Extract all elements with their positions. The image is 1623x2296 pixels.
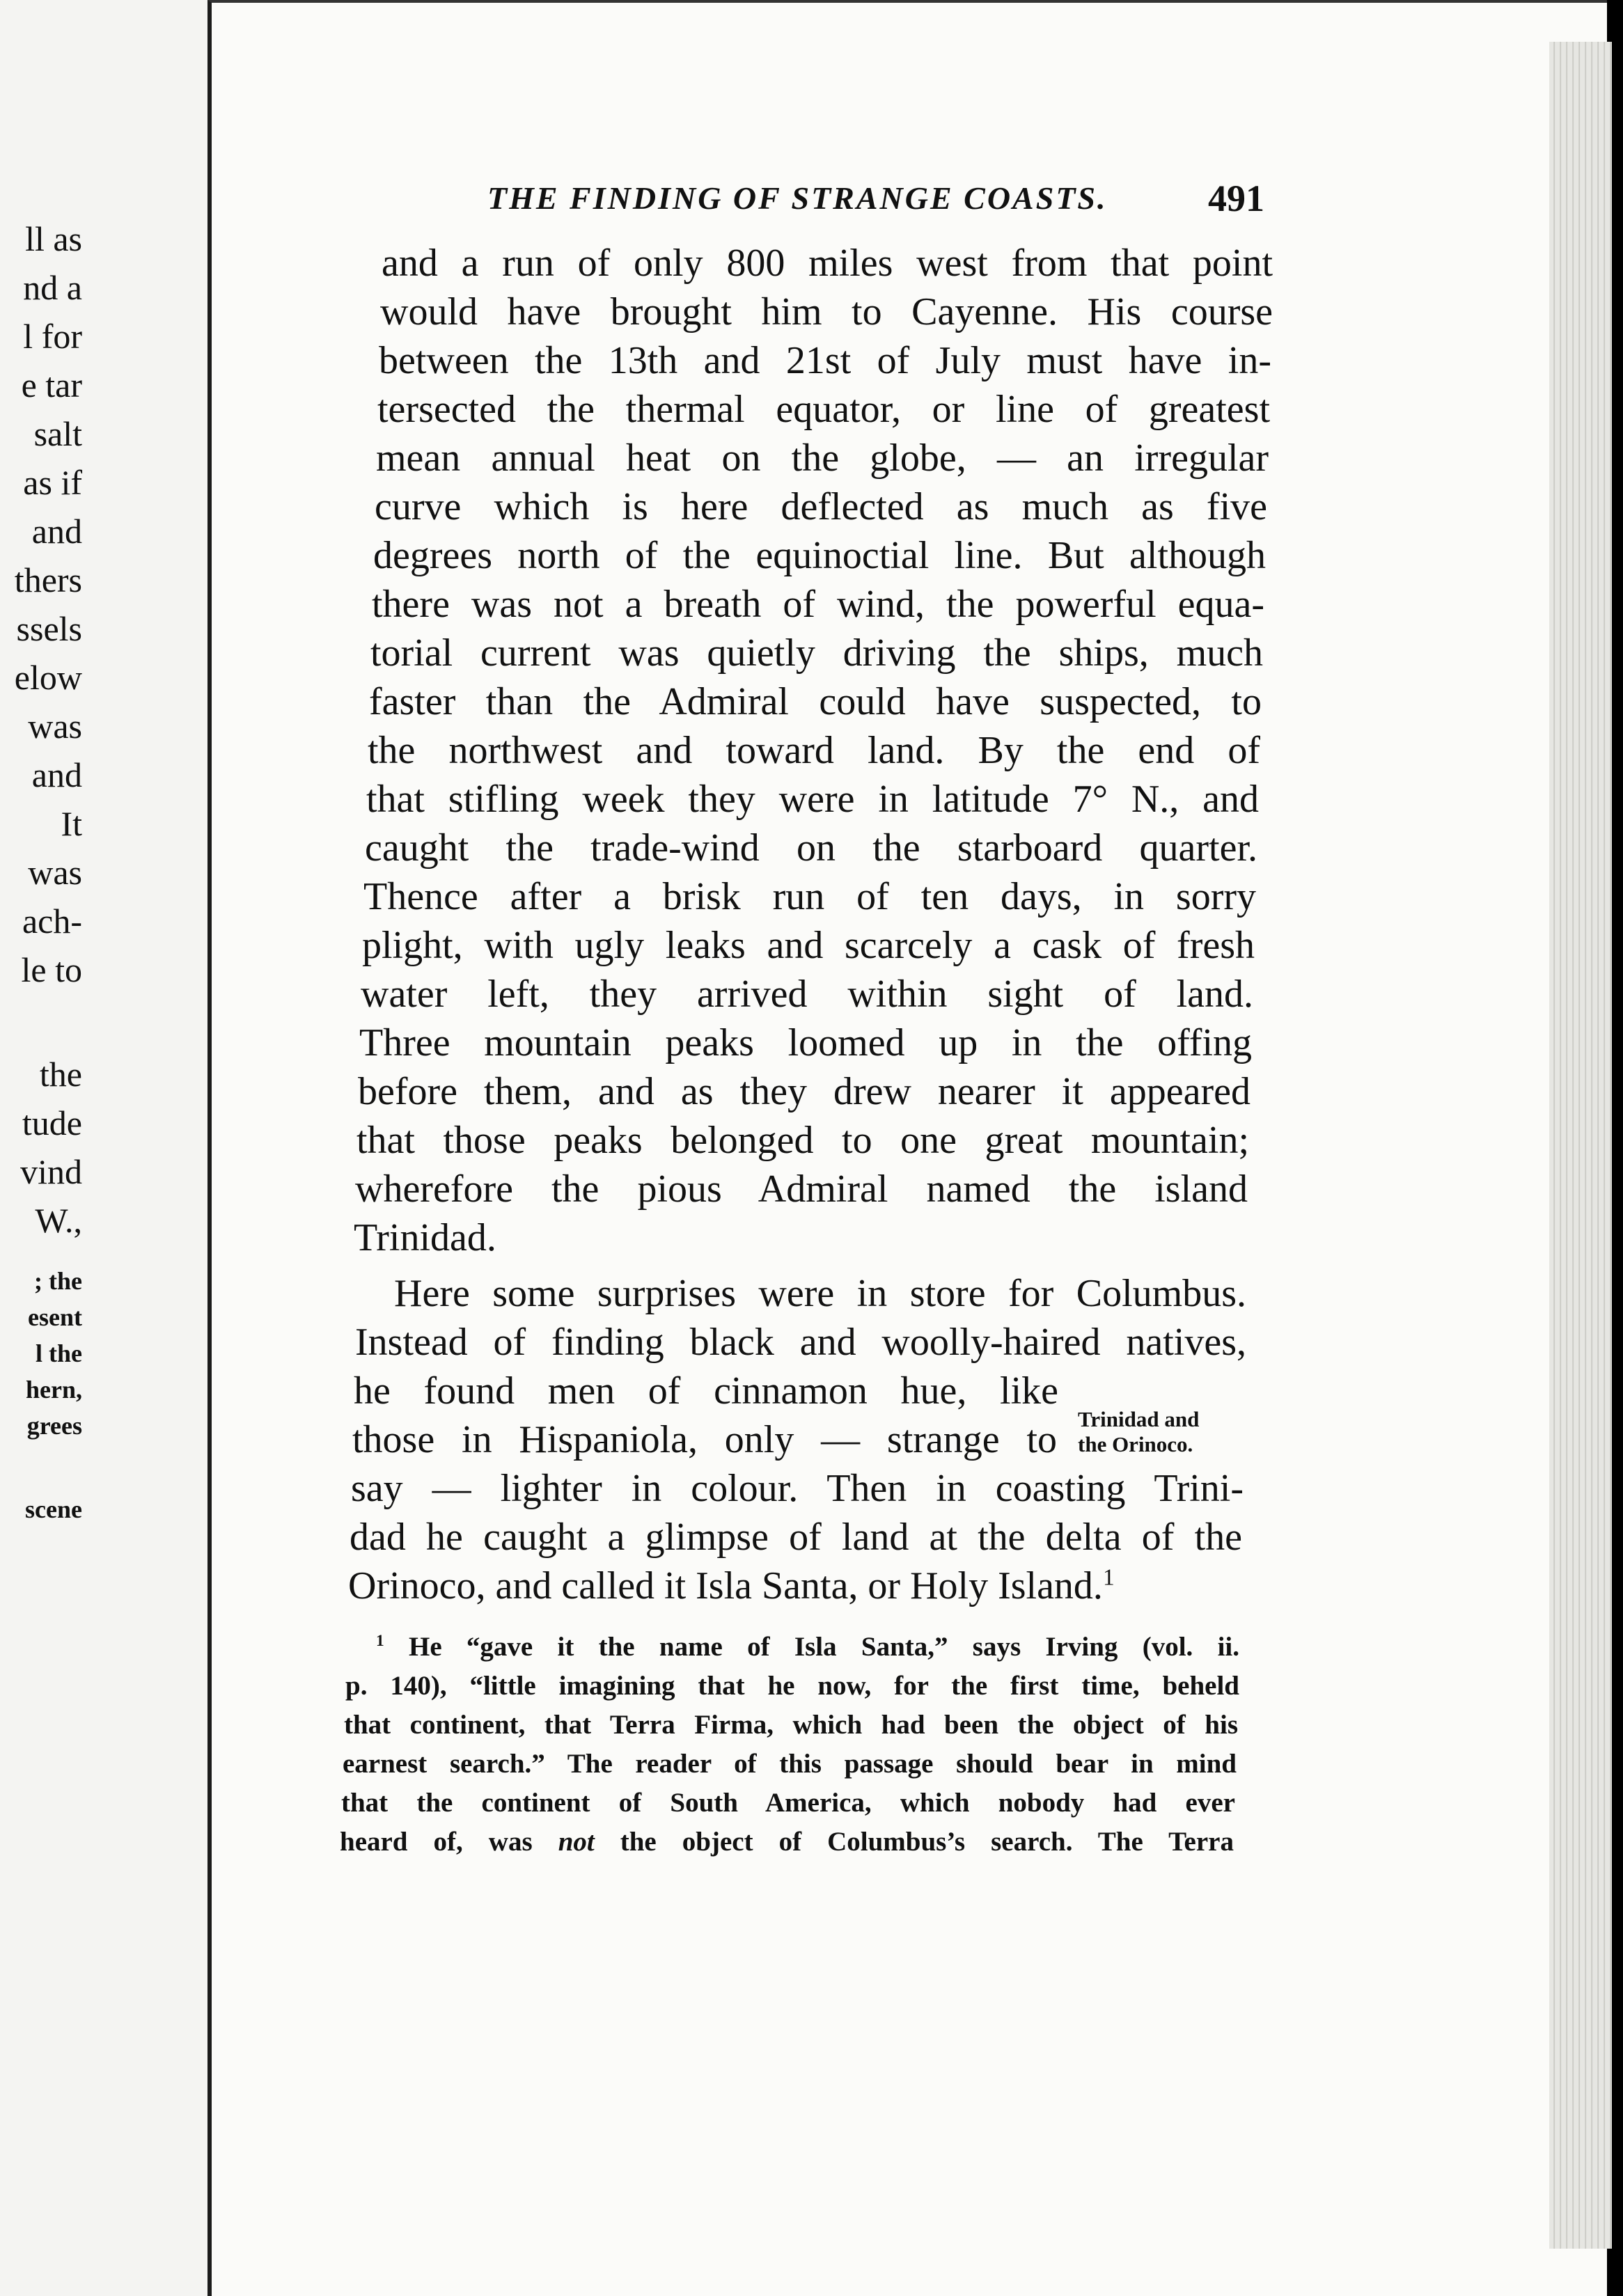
facing-page-line: It [61,804,82,843]
facing-page-line: ssels [16,609,82,648]
facing-page-line: thers [14,560,82,599]
facing-page-note-line: esent [28,1303,82,1331]
page-number: 491 [1208,178,1264,219]
footnote-line: earnest search.” The reader of this passage should bear in mind [343,1749,1237,1779]
body-line: degrees north of the equinoctial line. But although [373,535,1266,576]
facing-page-line: was [28,853,82,892]
facing-page-line: le to [21,950,82,989]
facing-page-note-line: scene [25,1495,82,1523]
body-line: the northwest and toward land. By the end of [368,730,1260,771]
margin-note-line: the Orinoco. [1078,1432,1193,1456]
facing-page-line: elow [14,658,82,697]
footnote-line [376,1632,1239,1662]
running-head: THE FINDING OF STRANGE COASTS. [487,180,1108,216]
body-line: that those peaks belonged to one great mountain; [356,1119,1249,1161]
facing-page-line: and [31,755,82,794]
facing-page-line: l for [23,317,82,356]
footnote-line [340,1827,1234,1857]
body-line: those in Hispaniola, only — strange to [352,1419,1057,1461]
facing-page-line: nd a [23,268,82,307]
facing-page-note-line: ; the [34,1267,82,1295]
footnote-emphasis: not [558,1827,595,1857]
body-line: he found men of cinnamon hue, like [354,1370,1058,1412]
facing-page-line: the [39,1055,82,1094]
body-line: water left, they arrived within sight of land. [361,973,1253,1015]
facing-page-line: salt [33,414,82,453]
body-line: faster than the Admiral could have suspected, to [369,681,1262,723]
body-line: caught the trade-wind on the starboard quarter. [365,827,1257,869]
body-line: Three mountain peaks loomed up in the offing [359,1022,1252,1064]
facing-page-note-line: grees [26,1412,82,1440]
body-line: before them, and as they drew nearer it appeared [358,1071,1250,1112]
facing-page-line: ach- [22,902,82,941]
facing-page-line: vind [20,1152,82,1191]
body-line: Here some surprises were in store for Columbus. [394,1273,1246,1314]
body-line: mean annual heat on the globe, — an irregular [376,437,1269,479]
body-line: wherefore the pious Admiral named the island [355,1168,1248,1210]
footnote-line: p. 140), “little imagining that he now, for the first time, beheld [345,1671,1239,1701]
footnote-reference: 1 [1102,1565,1115,1591]
body-line: there was not a breath of wind, the powerful equa- [372,583,1264,625]
footnote-line: that continent, that Terra Firma, which had been the object of his [344,1710,1238,1740]
facing-page-line: and [31,512,82,551]
body-line: say — lighter in colour. Then in coasting Trini- [351,1468,1244,1509]
facing-page-line: e tar [21,365,82,404]
footnote-line: that the continent of South America, which nobody had ever [341,1788,1235,1818]
body-line: torial current was quietly driving the ships, much [370,632,1263,674]
body-line: plight, with ugly leaks and scarcely a cask of fresh [362,925,1255,966]
page-edge [1549,42,1612,2249]
body-line: between the 13th and 21st of July must have in- [379,340,1271,382]
body-line: and a run of only 800 miles west from that point [382,242,1273,284]
footnote-text: the object of Columbus’s search. The Terra [594,1827,1234,1857]
facing-page-line: was [28,707,82,746]
footnote-text: heard of, was [340,1827,558,1857]
facing-page [0,0,237,2296]
facing-page-line: tude [22,1103,82,1142]
body-line-text: Orinoco, and called it Isla Santa, or Holy Island. [348,1565,1103,1607]
facing-page-note-line: l the [36,1339,82,1367]
body-line: Thence after a brisk run of ten days, in sorry [363,876,1256,918]
body-line [348,1565,1115,1607]
facing-page-line: W., [35,1201,82,1240]
body-line: Instead of finding black and woolly-haired natives, [355,1321,1246,1363]
body-line: Trinidad. [354,1217,496,1259]
body-line: curve which is here deflected as much as five [375,486,1267,528]
facing-page-line: as if [23,463,82,502]
facing-page-line: ll as [25,219,82,258]
facing-page-note-line: hern, [26,1376,82,1403]
footnote-text: He “gave it the name of Isla Santa,” says Irving (vol. ii. [408,1632,1239,1662]
body-line: that stifling week they were in latitude 7° N., and [366,778,1259,820]
footnote-marker: 1 [376,1632,384,1650]
body-line: tersected the thermal equator, or line of greatest [377,388,1270,430]
body-line: would have brought him to Cayenne. His course [380,291,1273,333]
body-line: dad he caught a glimpse of land at the delta of the [350,1516,1242,1558]
margin-note-line: Trinidad and [1078,1407,1200,1431]
